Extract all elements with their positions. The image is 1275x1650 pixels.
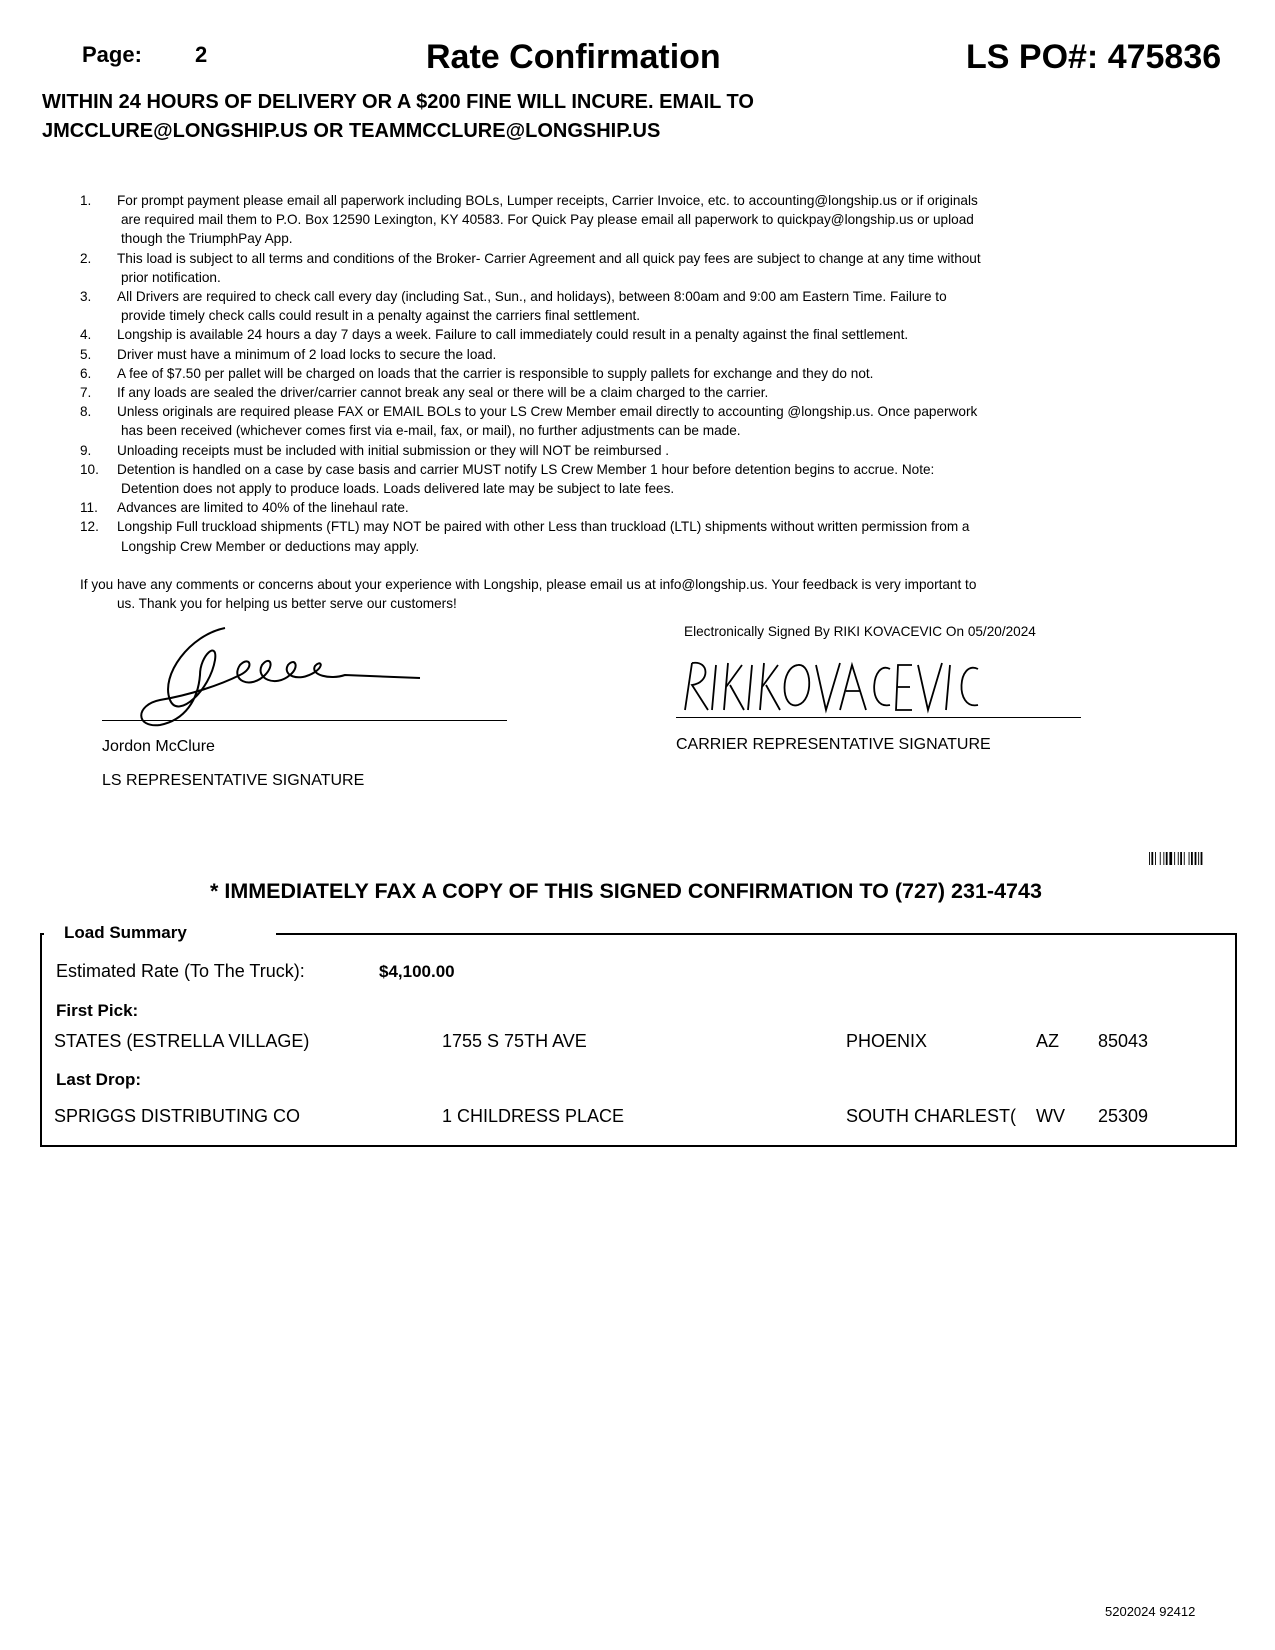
barcode-bar (1195, 852, 1197, 865)
term-item (80, 460, 1070, 498)
term-text-line: Advances are limited to 40% of the linehaul rate. (117, 500, 409, 516)
barcode-bar (1151, 852, 1153, 865)
electronic-signature-note: Electronically Signed By RIKI KOVACEVIC On 05/20/2024 (684, 624, 1036, 639)
delivery-warning-line-2: JMCCLURE@LONGSHIP.US OR TEAMMCCLURE@LONGSHIP.US (42, 120, 661, 142)
term-text-line: Unloading receipts must be included with initial submission or they will NOT be reimbursed . (117, 442, 670, 458)
barcode-bar (1169, 852, 1172, 865)
term-number: 12. (80, 519, 99, 535)
feedback-note (80, 575, 1070, 613)
first-pick-zip: 85043 (1098, 1031, 1149, 1051)
term-text-line: Longship Crew Member or deductions may apply. (121, 538, 420, 554)
barcode-bar (1155, 852, 1156, 865)
term-text-line: prior notification. (121, 269, 221, 285)
term-text-line: Detention is handled on a case by case basis and carrier MUST notify LS Crew Member 1 hour before detention begins to accrue. Note: (117, 461, 935, 477)
term-item (80, 287, 1070, 325)
ls-representative-name: Jordon McClure (102, 738, 215, 755)
term-number: 8. (80, 404, 92, 420)
term-number: 6. (80, 365, 92, 381)
term-text-line: A fee of $7.50 per pallet will be charged on loads that the carrier is responsible to supply pallets for exchange and they do not. (117, 365, 874, 381)
rate-label: Estimated Rate (To The Truck): (56, 961, 305, 981)
term-text-line: If any loads are sealed the driver/carrier cannot break any seal or there will be a claim charged to the carrier. (117, 385, 769, 401)
feedback-line-2: us. Thank you for helping us better serve our customers! (117, 596, 457, 612)
rate-value: $4,100.00 (379, 962, 455, 981)
barcode-bar (1174, 852, 1175, 865)
page-label: Page: (82, 42, 142, 67)
term-item (80, 249, 1070, 287)
first-pick-name: STATES (ESTRELLA VILLAGE) (54, 1031, 310, 1051)
barcode-bar (1166, 852, 1168, 865)
barcode-bar (1180, 852, 1182, 865)
last-drop-city: SOUTH CHARLEST( (846, 1106, 1017, 1126)
barcode-bar (1149, 852, 1150, 865)
barcode-bar (1201, 852, 1203, 865)
term-text-line: For prompt payment please email all paperwork including BOLs, Lumper receipts, Carrier Invoice, etc. to accounting@longship.us or if originals (117, 193, 978, 208)
delivery-warning (42, 88, 902, 146)
first-pick-address: 1755 S 75TH AVE (442, 1031, 587, 1051)
term-text-line: Longship is available 24 hours a day 7 days a week. Failure to call immediately could result in a penalty against the final settlement. (117, 327, 909, 343)
barcode-bar (1178, 852, 1179, 865)
first-pick-city: PHOENIX (846, 1031, 928, 1051)
term-number: 10. (80, 461, 99, 477)
term-number: 11. (80, 500, 98, 516)
term-text-line: though the TriumphPay App. (121, 231, 293, 247)
first-pick-label: First Pick: (56, 1001, 139, 1020)
term-number: 7. (80, 385, 92, 401)
last-drop-address: 1 CHILDRESS PLACE (442, 1106, 625, 1126)
delivery-warning-line-1: WITHIN 24 HOURS OF DELIVERY OR A $200 FINE WILL INCURE. EMAIL TO (42, 91, 754, 113)
term-item (80, 441, 1070, 460)
barcode-bar (1198, 852, 1199, 865)
term-item (80, 498, 1070, 517)
document-title: Rate Confirmation (426, 38, 721, 76)
last-drop-name: SPRIGGS DISTRIBUTING CO (54, 1106, 301, 1126)
last-drop-zip: 25309 (1098, 1106, 1149, 1126)
terms-list (80, 191, 1070, 556)
term-item (80, 402, 1070, 440)
term-number: 4. (80, 327, 92, 343)
term-text-line: are required mail them to P.O. Box 12590 Lexington, KY 40583. For Quick Pay please email all paperwork to quickpay@longship.us or upload (121, 212, 974, 228)
barcode (1149, 852, 1225, 865)
load-summary-legend: Load Summary (56, 923, 205, 943)
barcode-bar (1189, 852, 1190, 865)
term-text-line: This load is subject to all terms and conditions of the Broker- Carrier Agreement and all quick pay fees are subject to change at any time without (117, 250, 981, 266)
ls-signature-caption: LS REPRESENTATIVE SIGNATURE (102, 772, 365, 789)
term-item (80, 364, 1070, 383)
term-number: 1. (80, 193, 92, 208)
barcode-bar (1160, 852, 1161, 865)
ls-handwritten-signature (130, 620, 440, 730)
term-item (80, 517, 1070, 555)
term-text-line: All Drivers are required to check call every day (including Sat., Sun., and holidays), between 8:00am and 9:00 am Eastern Time. Failure to (117, 289, 947, 305)
carrier-signature-caption: CARRIER REPRESENTATIVE SIGNATURE (676, 736, 991, 753)
term-text-line: provide timely check calls could result in a penalty against the carriers final settlement. (121, 308, 641, 324)
footer-code: 5202024 92412 (1105, 1604, 1196, 1619)
term-item (80, 191, 1070, 249)
last-drop-state: WV (1036, 1106, 1065, 1126)
po-number: LS PO#: 475836 (966, 38, 1222, 76)
feedback-line-1: If you have any comments or concerns about your experience with Longship, please email us at info@longship.us. Your feedback is very important to (80, 577, 977, 592)
term-item (80, 383, 1070, 402)
term-text-line: Longship Full truckload shipments (FTL) may NOT be paired with other Less than truckload (LTL) shipments without written permission from a (117, 519, 970, 535)
carrier-signature-line (676, 717, 1081, 718)
last-drop-label: Last Drop: (56, 1070, 141, 1089)
carrier-handwritten-signature (680, 655, 980, 715)
term-number: 3. (80, 289, 92, 305)
barcode-bar (1191, 852, 1193, 865)
term-text-line: Detention does not apply to produce loads. Loads delivered late may be subject to late fees. (121, 481, 675, 497)
term-item (80, 325, 1070, 344)
first-pick-state: AZ (1036, 1031, 1060, 1051)
term-number: 9. (80, 442, 92, 458)
barcode-bar (1163, 852, 1164, 865)
barcode-bar (1184, 852, 1185, 865)
fax-notice: * IMMEDIATELY FAX A COPY OF THIS SIGNED CONFIRMATION TO (727) 231-4743 (210, 879, 1042, 903)
term-text-line: Driver must have a minimum of 2 load locks to secure the load. (117, 346, 497, 362)
ls-signature-line (102, 720, 507, 721)
term-text-line: Unless originals are required please FAX or EMAIL BOLs to your LS Crew Member email directly to accounting @longship.us. Once paperwork (117, 404, 978, 420)
page-number: 2 (195, 42, 208, 67)
term-item (80, 345, 1070, 364)
term-number: 5. (80, 346, 92, 362)
term-text-line: has been received (whichever comes first via e-mail, fax, or mail), no further adjustments can be made. (121, 423, 741, 439)
term-number: 2. (80, 250, 92, 266)
